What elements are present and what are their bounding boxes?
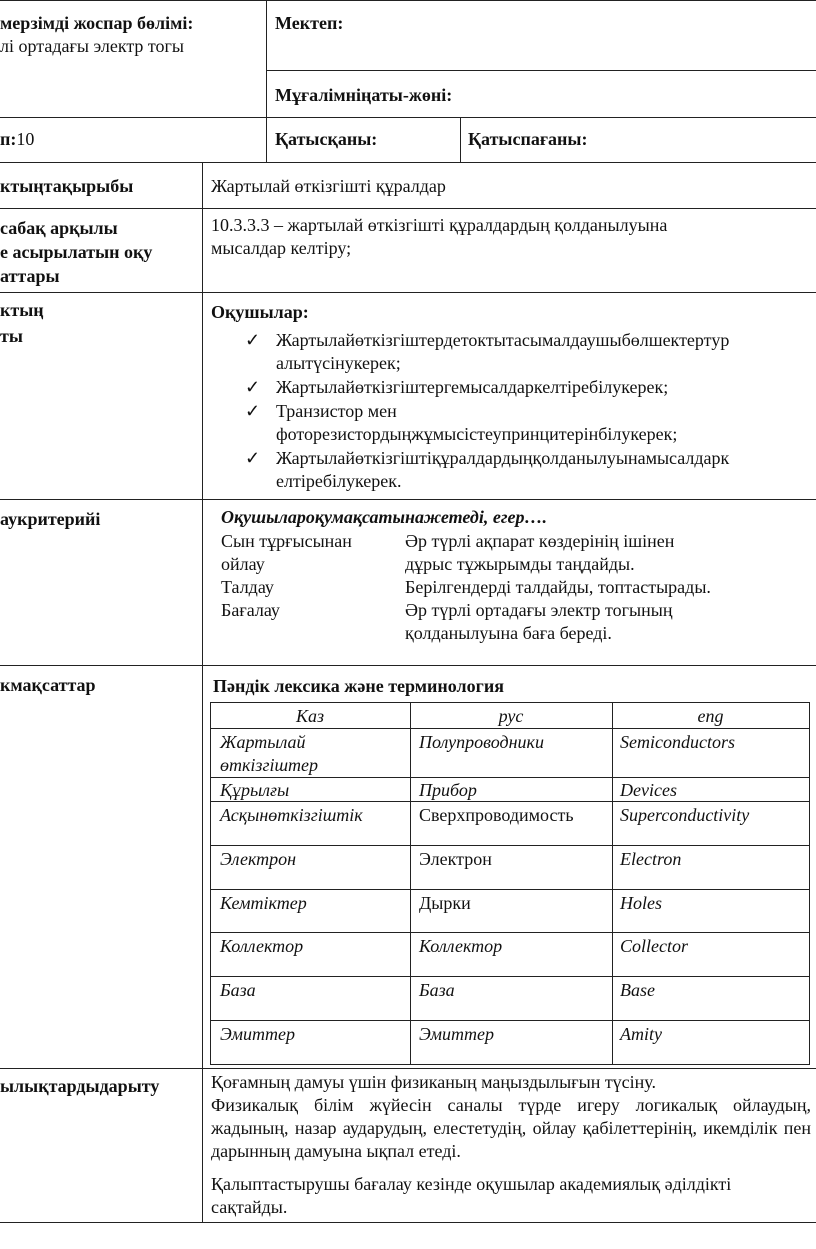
vocab-kz-cell: Эмиттер [220, 1024, 296, 1044]
goal-item-line: Транзистор мен [276, 401, 397, 421]
criteria-label: аукритерийі [0, 509, 101, 529]
checkmark-icon: ✓ [245, 377, 261, 397]
vocab-en-cell: Amity [620, 1024, 662, 1044]
goal-item-line: алытүсінукерек; [276, 353, 401, 373]
criteria-desc-line: дұрыс тұжырымды таңдайды. [405, 554, 635, 574]
vocab-col-header: eng [697, 706, 724, 726]
vocab-en-cell: Holes [620, 893, 662, 913]
criteria-skill-line: ойлау [221, 554, 265, 574]
vocab-ru-cell: Прибор [419, 780, 477, 800]
objectives-value-line: 10.3.3.3 – жартылай өткізгішті құралдардың қолданылуына [211, 215, 668, 235]
vocab-col-header: Каз [296, 706, 324, 726]
goals-label-line: ктың [0, 300, 44, 320]
teacher-label: Мұғалімніңаты-жөні: [275, 85, 453, 105]
criteria-desc-line: қолданылуына баға береді. [405, 623, 612, 643]
checkmark-icon: ✓ [245, 401, 261, 421]
vocab-kz-cell: Жартылай [220, 732, 306, 752]
goal-item-line: Жартылайөткізгіштердетоктытасымалдаушыбөлшектертур [276, 330, 730, 350]
vocab-ru-cell: Полупроводники [419, 732, 544, 752]
vocab-en-cell: Electron [620, 849, 682, 869]
criteria-skill-line: Бағалау [221, 600, 280, 620]
vocab-ru-cell: Дырки [419, 893, 471, 913]
goals-heading: Оқушылар: [211, 302, 309, 322]
vocab-ru-cell: Коллектор [419, 936, 503, 956]
goal-item-line: Жартылайөткізгіштіқұралдардыңқолданылуынамысалдарк [276, 448, 730, 468]
vocab-en-cell: Base [620, 980, 655, 1000]
checkmark-icon: ✓ [245, 448, 261, 468]
criteria-skill-line: Талдау [221, 577, 274, 597]
vocab-kz-cell: Электрон [220, 849, 297, 869]
objectives-label-line: аттары [0, 266, 60, 286]
vocab-col-header: рус [498, 706, 524, 726]
vocab-en-cell: Collector [620, 936, 688, 956]
vocabulary-heading: Пәндік лексика және терминология [213, 676, 504, 696]
vocab-en-cell: Semiconductors [620, 732, 735, 752]
values-paragraph: Қалыптастырушы бағалау кезінде оқушылар академиялық әділдікті сақтайды. [211, 1174, 732, 1217]
grade-field [0, 128, 34, 151]
goals-label-line: ты [0, 326, 23, 346]
vocab-kz-cell: Коллектор [220, 936, 304, 956]
school-label: Мектеп: [275, 13, 344, 33]
grade-label: п: [0, 129, 17, 149]
vocab-ru-cell: Сверхпроводимость [419, 805, 574, 825]
objectives-value-line: мысалдар келтіру; [211, 238, 352, 258]
criteria-heading: Оқушыларoқумақсатынажетеді, егер…. [221, 507, 547, 527]
values-paragraph: Қоғамның дамуы үшін физиканың маңыздылығын түсіну. [211, 1072, 657, 1092]
vocab-ru-cell: Эмиттер [419, 1024, 495, 1044]
vocab-en-cell: Devices [620, 780, 677, 800]
checkmark-icon: ✓ [245, 330, 261, 350]
topic-label: ктыңтақырыбы [0, 176, 134, 196]
values-paragraph: Физикалық білім жүйесін саналы түрде игеру логикалық ойлаудың, жадының, назар аударудың, елестетудің, ойлау қабілеттерінің, икемділік пен дарынның дамуына ықпал етеді. [211, 1095, 811, 1161]
plan-subtitle: лі ортадағы электр тогы [0, 36, 185, 56]
goal-item-line: елтіребілукерек. [276, 471, 402, 491]
goal-item-line: фоторезистордыңжұмысістеупринцитерінбілукерек; [276, 424, 678, 444]
language-label: кмақсаттар [0, 675, 96, 695]
values-label: ылықтардыдарыту [0, 1076, 160, 1096]
criteria-skill-line: Сын тұрғысынан [221, 531, 352, 551]
vocab-ru-cell: Электрон [419, 849, 492, 869]
objectives-label-line: сабақ арқылы [0, 218, 118, 238]
topic-value: Жартылай өткізгішті құралдар [211, 176, 446, 196]
goal-item-line: Жартылайөткізгіштергемысалдаркелтіребілукерек; [276, 377, 669, 397]
grade-value: 10 [16, 129, 35, 149]
plan-title: мерзімді жоспар бөлімі: [0, 13, 194, 33]
vocab-kz-cell: Асқынөткізгіштік [220, 805, 363, 825]
vocab-ru-cell: База [419, 980, 455, 1000]
criteria-desc-line: Әр түрлі ақпарат көздерінің ішінен [405, 531, 675, 551]
vocab-kz-cell: База [220, 980, 256, 1000]
vocab-en-cell: Superconductivity [620, 805, 750, 825]
vocab-kz-cell: өткізгіштер [220, 755, 319, 775]
criteria-desc-line: Әр түрлі ортадағы электр тогының [405, 600, 673, 620]
criteria-desc-line: Берілгендерді талдайды, топтастырады. [405, 577, 711, 597]
absent-label: Қатыспағаны: [468, 129, 588, 149]
objectives-label-line: е асырылатын оқу [0, 242, 153, 262]
present-label: Қатысқаны: [275, 129, 378, 149]
vocab-kz-cell: Құрылғы [220, 780, 290, 800]
vocab-kz-cell: Кемтіктер [220, 893, 307, 913]
